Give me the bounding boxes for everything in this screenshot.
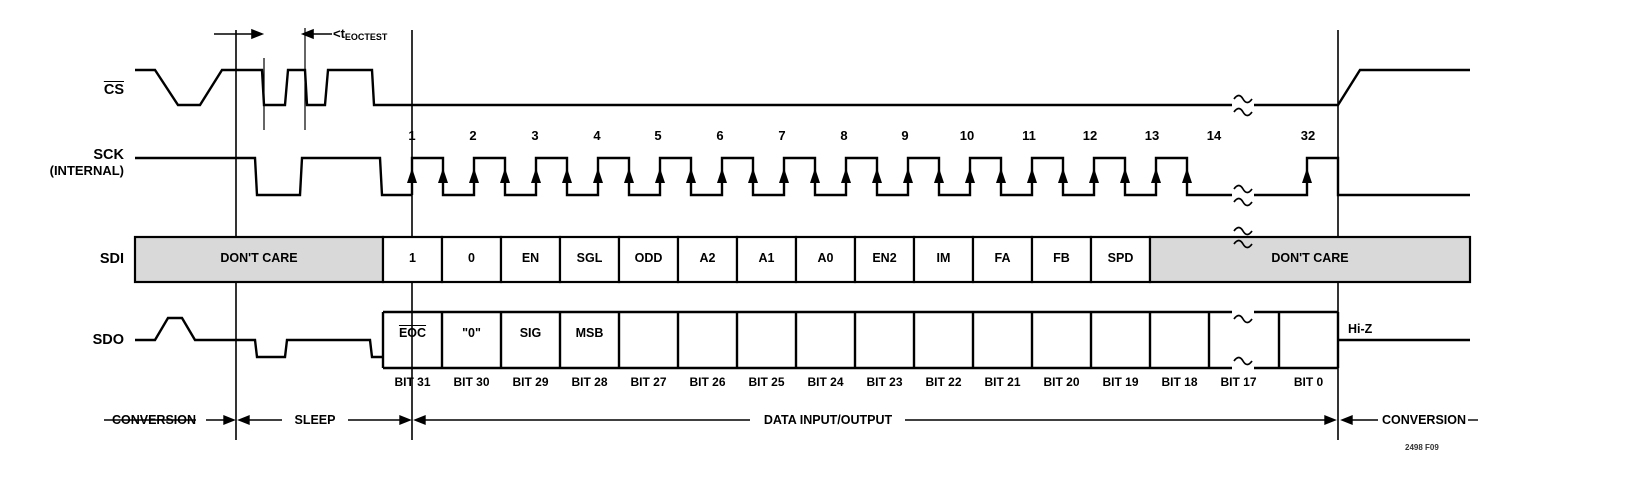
bit-label [1279, 375, 1338, 389]
clock-number-text: 14 [1206, 128, 1222, 143]
bit-label [914, 375, 973, 389]
clock-number [453, 128, 493, 143]
waveform-sck [135, 158, 1470, 195]
sck-rising-edge-arrows [407, 168, 1312, 183]
bit-label [1091, 375, 1150, 389]
bit-label-text: BIT 19 [1102, 375, 1139, 389]
clock-number-text: 1 [408, 128, 416, 143]
sdi-cell-sgl [560, 251, 619, 265]
bit-label [1150, 375, 1209, 389]
eoctest-annotation [333, 26, 387, 41]
clock-number [1070, 128, 1110, 143]
clock-number-text: 13 [1144, 128, 1160, 143]
bit-label [1209, 375, 1268, 389]
bit-label-text: BIT 18 [1161, 375, 1198, 389]
phase-label-text: SLEEP [294, 413, 336, 427]
sdi-cell-label: 0 [468, 251, 475, 265]
sdi-cell-en [501, 251, 560, 265]
bit-label-text: BIT 20 [1043, 375, 1080, 389]
sdi-cell-label: A0 [817, 251, 834, 265]
sdi-cell-label: SPD [1107, 251, 1134, 265]
sdi-cell-a0 [796, 251, 855, 265]
bit-label [855, 375, 914, 389]
clock-number-text: 5 [654, 128, 662, 143]
clock-number [885, 128, 925, 143]
eoctest-annotation-sub: EOCTEST [344, 32, 388, 42]
bit-label-text: BIT 30 [453, 375, 490, 389]
sdi-cell-bit30 [442, 251, 501, 265]
bit-label [442, 375, 501, 389]
figure-code [1405, 443, 1439, 452]
sdi-cell-label: ODD [634, 251, 663, 265]
signal-label-sck [18, 147, 124, 163]
sdi-cell-label: IM [936, 251, 951, 265]
clock-number-text: 8 [840, 128, 848, 143]
bit-label-text: BIT 29 [512, 375, 549, 389]
eoctest-arrow-left [214, 30, 262, 38]
signal-label-cs-text: $\overline{CS}$ [103, 82, 124, 98]
sdi-cell-label: SGL [576, 251, 603, 265]
sdi-cell-label: 1 [409, 251, 416, 265]
bit-label-text: BIT 23 [866, 375, 903, 389]
signal-label-sdi-text: SDI [99, 251, 124, 267]
sdo-hiz-label [1348, 322, 1418, 336]
sdi-cell-a1 [737, 251, 796, 265]
clock-number [577, 128, 617, 143]
sdo-hiz-text: Hi-Z [1348, 322, 1373, 336]
clock-number [762, 128, 802, 143]
bit-label-text: BIT 0 [1293, 375, 1324, 389]
clock-number [700, 128, 740, 143]
clock-number [824, 128, 864, 143]
phase-label-text: CONVERSION [111, 413, 197, 427]
sdo-cell-eoc [383, 326, 442, 340]
bit-label [501, 375, 560, 389]
signal-label-sdo-text: SDO [92, 332, 124, 348]
sdi-cell-label: A2 [699, 251, 716, 265]
bit-label-text: BIT 27 [630, 375, 667, 389]
phase-label-text: CONVERSION [1381, 413, 1467, 427]
sdi-cell-a2 [678, 251, 737, 265]
bit-label [678, 375, 737, 389]
sdi-cell-label: A1 [758, 251, 775, 265]
signal-label-sck-sub-text: (INTERNAL) [49, 163, 124, 178]
signal-label-cs [60, 82, 124, 98]
bit-label-text: BIT 24 [807, 375, 844, 389]
clock-number-text: 4 [593, 128, 601, 143]
signal-label-sck-text: SCK [93, 147, 124, 163]
clock-number-text: 3 [531, 128, 539, 143]
signal-label-sdi [56, 251, 124, 267]
bit-label [1032, 375, 1091, 389]
sdi-cell-en2 [855, 251, 914, 265]
sdi-cell-label: FA [994, 251, 1011, 265]
sdo-cell-label: SIG [519, 326, 542, 340]
eoctest-annotation-prefix: <t [333, 26, 345, 41]
clock-number-text: 32 [1300, 128, 1316, 143]
bit-label [973, 375, 1032, 389]
sdi-cell-label: DON'T CARE [220, 251, 298, 265]
clock-number-text: 10 [959, 128, 975, 143]
clock-number [1009, 128, 1049, 143]
sdi-cell-odd [619, 251, 678, 265]
waveform-sdo [135, 312, 1470, 368]
sdi-cell-spd [1091, 251, 1150, 265]
sdi-cell-dont-care-left [135, 251, 383, 265]
bit-label-text: BIT 31 [394, 375, 431, 389]
sdo-cell-label: $\overline{EOC}$ [398, 326, 427, 340]
sdo-cell-msb [560, 326, 619, 340]
phase-label-data-io [753, 413, 903, 427]
bit-label-text: BIT 25 [748, 375, 785, 389]
sdi-cell-dont-care-right [1150, 251, 1470, 265]
bit-label [383, 375, 442, 389]
bit-label [560, 375, 619, 389]
clock-number-text: 2 [469, 128, 477, 143]
sdi-cell-im [914, 251, 973, 265]
clock-number [515, 128, 555, 143]
phase-label-text: DATA INPUT/OUTPUT [763, 413, 893, 427]
bit-label [796, 375, 855, 389]
clock-number [1132, 128, 1172, 143]
bit-label [619, 375, 678, 389]
sdi-cell-label: EN2 [872, 251, 897, 265]
clock-number-text: 7 [778, 128, 786, 143]
clock-number [1288, 128, 1328, 143]
bit-label-text: BIT 26 [689, 375, 726, 389]
sdi-cell-fa [973, 251, 1032, 265]
sdi-cell-label: FB [1053, 251, 1070, 265]
bit-label-text: BIT 28 [571, 375, 608, 389]
break-mark-cs [1234, 96, 1252, 116]
phase-label-conversion-left [104, 413, 204, 427]
waveform-cs [135, 70, 1470, 105]
eoctest-arrow-right [303, 30, 332, 38]
sdi-cell-label: DON'T CARE [1271, 251, 1349, 265]
figure-code-text: 2498 F09 [1405, 443, 1439, 452]
bit-label-text: BIT 21 [984, 375, 1021, 389]
clock-number [1194, 128, 1234, 143]
sdo-cell-label: "0" [462, 326, 481, 340]
break-mark-sdo [1234, 316, 1252, 365]
clock-number-text: 11 [1022, 128, 1036, 143]
sdo-cell-zero [442, 326, 501, 340]
bit-label [737, 375, 796, 389]
signal-label-sck-sub [18, 163, 124, 178]
clock-number-text: 12 [1082, 128, 1098, 143]
clock-number-text: 9 [901, 128, 909, 143]
break-mark-sck [1234, 186, 1252, 206]
sdo-cell-label: MSB [575, 326, 604, 340]
signal-label-sdo [56, 332, 124, 348]
sdo-cell-sig [501, 326, 560, 340]
sdi-cell-fb [1032, 251, 1091, 265]
clock-number [392, 128, 432, 143]
sdi-cell-bit31 [383, 251, 442, 265]
clock-number-text: 6 [716, 128, 724, 143]
clock-number [947, 128, 987, 143]
bit-label-text: BIT 22 [925, 375, 962, 389]
phase-label-conversion-right [1378, 413, 1470, 427]
sdi-cell-label: EN [521, 251, 540, 265]
clock-number [638, 128, 678, 143]
bit-label-text: BIT 17 [1220, 375, 1257, 389]
phase-label-sleep [285, 413, 345, 427]
